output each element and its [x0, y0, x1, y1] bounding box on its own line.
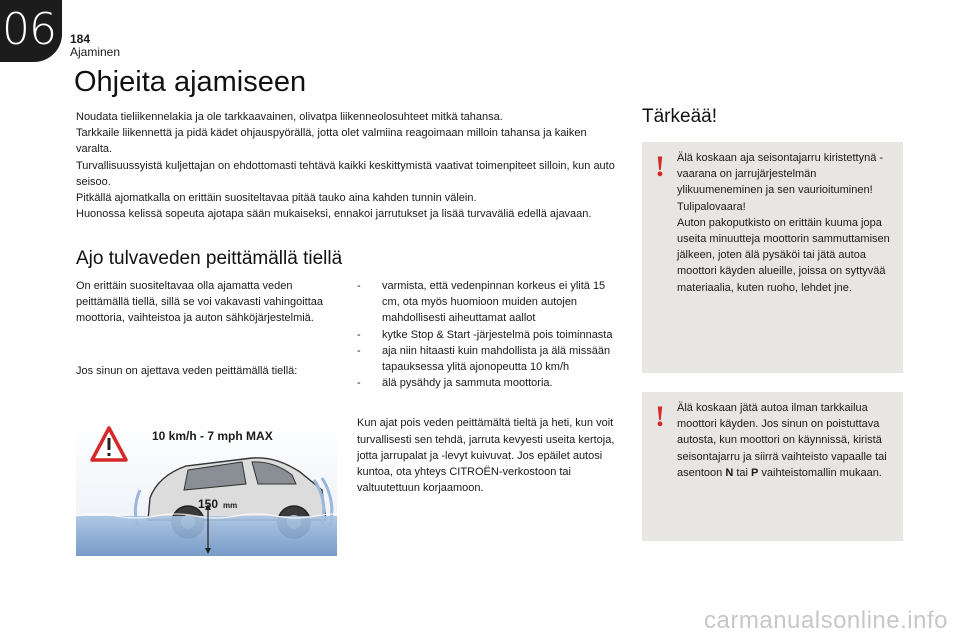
intro-paragraph: Huonossa kelissä sopeuta ajotapa sään mukaiseksi, ennakoi jarrutukset ja lisää turvaväliä edellä ajavaan.: [76, 208, 592, 221]
warning-text: Älä koskaan aja seisontajarru kiristettynä - vaarana on jarrujärjestelmän ylikuumeneminen ja sen vaurioituminen!: [677, 152, 884, 197]
watermark: carmanualsonline.info: [704, 607, 948, 634]
speed-limit-label: 10 km/h - 7 mph MAX: [152, 429, 273, 443]
page-number: 184: [70, 32, 91, 46]
important-heading: Tärkeää!: [642, 106, 717, 127]
depth-unit: mm: [223, 501, 238, 510]
section-left-column: [76, 278, 341, 379]
section-title: Ajo tulvaveden peittämällä tiellä: [76, 248, 343, 269]
list-item: [357, 278, 622, 327]
intro-paragraph: Turvallisuussyistä kuljettajan on ehdottomasti tehtävä kaikki keskittymistä vaativat toimenpiteet silloin, kun auto seisoo.: [76, 159, 615, 188]
bullet-dash: -: [357, 377, 361, 390]
flood-warning-text: On erittäin suositeltavaa olla ajamatta veden peittämällä tiellä, sillä se voi vakavasti vahingoittaa moottoria, vaihteistoa ja auton sähköjärjestelmiä.: [76, 280, 324, 325]
after-flood-text: Kun ajat pois veden peittämältä tieltä ja heti, kun voit turvallisesti sen tehdä, jarruta kevyesti useita kertoja, jotta jarrupalat ja -levyt kuivuvat. Jos epäilet autosi kuntoa, ota yhteys CITROËN-verkostoon tai valtuutettuun korjaamoon.: [357, 417, 615, 495]
warning-text: [677, 400, 891, 481]
list-item: [357, 343, 622, 375]
flood-conditions-intro: Jos sinun on ajettava veden peittämällä tiellä:: [76, 364, 298, 377]
exclamation-icon: !: [655, 400, 665, 433]
warning-text-part: Älä koskaan jätä autoa ilman tarkkailua moottori käyden. Jos sinun on poistuttava autosta, kun moottori on käynnissä, kiristä seisontajarru ja siirrä vaihteisto vapaalle tai asentoon: [677, 402, 887, 479]
exclamation-icon: !: [655, 150, 665, 183]
chapter-name: Ajaminen: [70, 45, 121, 59]
list-item: [357, 375, 622, 391]
warning-text-part: tai: [733, 466, 752, 479]
list-item-text: kytke Stop & Start -järjestelmä pois toiminnasta: [382, 328, 613, 341]
chapter-number: 06: [2, 3, 56, 55]
flood-instructions-list: [357, 278, 622, 391]
warning-box: [642, 142, 903, 373]
depth-value: 150: [198, 497, 219, 511]
list-item-text: älä pysähdy ja sammuta moottoria.: [382, 377, 553, 390]
intro-paragraph: Noudata tieliikennelakia ja ole tarkkaavainen, olivatpa liikenneolosuhteet mitkä tahansa.: [76, 111, 503, 123]
chapter-tab: [0, 0, 62, 62]
list-item-text: varmista, että vedenpinnan korkeus ei ylitä 15 cm, ota myös huomioon muiden autojen mahdollisesti aiheuttamat aallot: [382, 280, 606, 325]
intro-text: [76, 109, 621, 222]
warning-text: Tulipalovaara!: [677, 200, 746, 213]
warning-text: Auton pakoputkisto on erittäin kuuma jopa useita minuutteja moottorin sammuttamisen jälkeen, joten älä pysäköi tai jätä autoa moottori käyden alueille, joissa on syttyvää materiaalia, kuten ruoho, lehdet jne.: [677, 216, 890, 294]
intro-paragraph: Pitkällä ajomatkalla on erittäin suositeltavaa pitää tauko aina kahden tunnin välein.: [76, 192, 477, 205]
gear-n-label: N: [725, 466, 734, 479]
gear-p-label: P: [751, 466, 759, 479]
intro-paragraph: Tarkkaile liikennettä ja pidä kädet ohjauspyörällä, jotta olet valmiina reagoimaan milloin tahansa ja kaiken varalta.: [76, 127, 587, 156]
bullet-dash: -: [357, 280, 361, 292]
bullet-dash: -: [357, 328, 361, 341]
section-right-column: [357, 278, 622, 496]
bullet-dash: -: [357, 344, 361, 357]
flood-driving-illustration: [76, 420, 337, 556]
list-item-text: aja niin hitaasti kuin mahdollista ja älä missään tapauksessa ylitä ajonopeutta 10 km/h: [382, 344, 611, 374]
warning-text-part: vaihteistomallin mukaan.: [758, 466, 882, 479]
warning-box: [642, 392, 903, 541]
page-title: Ohjeita ajamiseen: [74, 66, 307, 98]
list-item: [357, 327, 622, 343]
